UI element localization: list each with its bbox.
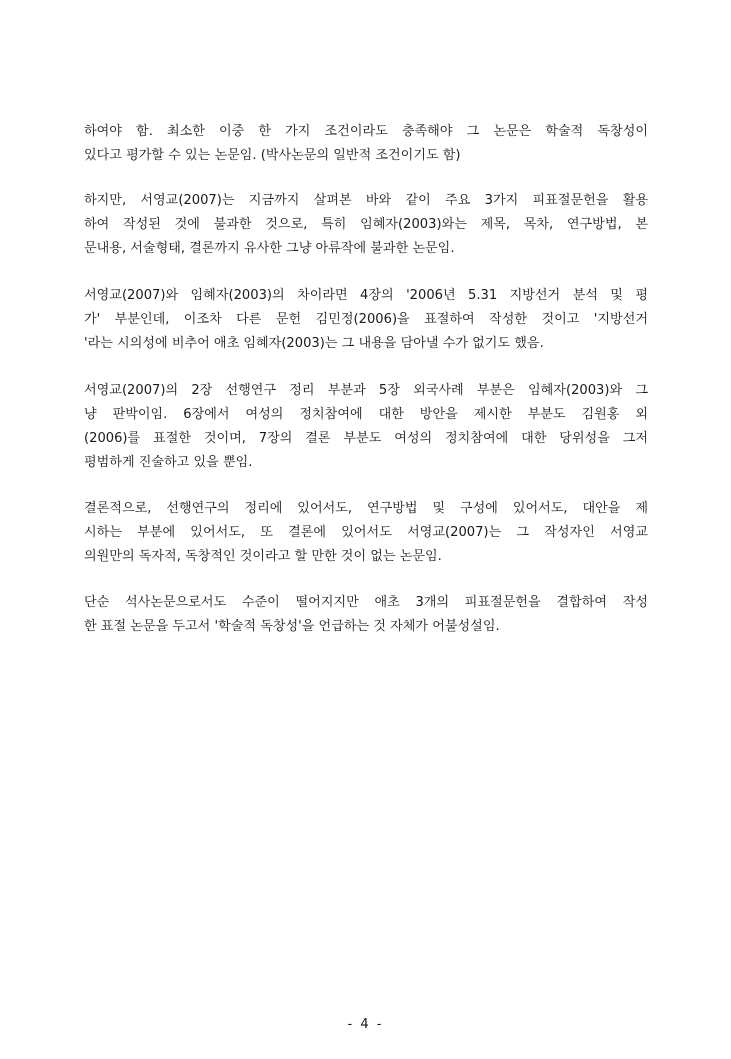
page-number: - 4 - [347, 1017, 384, 1032]
text-line: 결론적으로, 선행연구의 정리에 있어서도, 연구방법 및 구성에 있어서도, 대안을 제 [84, 501, 648, 516]
paragraph-conclusion [84, 497, 648, 569]
text-line: 하지만, 서영교(2007)는 지금까지 살펴본 바와 같이 주요 3가지 피표절문헌을 활용 [84, 193, 648, 208]
text-line: 문내용, 서술형태, 결론까지 유사한 그냥 아류작에 불과한 논문임. [84, 241, 455, 256]
text-line: 시하는 부분에 있어서도, 또 결론에 있어서도 서영교(2007)는 그 작성자인 서영교 [84, 525, 648, 540]
paragraph-final-remark [84, 591, 648, 639]
text-line: 서영교(2007)의 2장 선행연구 정리 부분과 5장 외국사례 부분은 임혜자(2003)와 그 [84, 383, 648, 398]
text-line: 가' 부분인데, 이조차 다른 문헌 김민정(2006)을 표절하여 작성한 것이고 '지방선거 [84, 312, 648, 327]
text-line: 한 표절 논문을 두고서 '학술적 독창성'을 언급하는 것 자체가 어불성설임. [84, 619, 500, 634]
text-line: 서영교(2007)와 임혜자(2003)의 차이라면 4장의 '2006년 5.31 지방선거 분석 및 평 [84, 288, 648, 303]
text-line: 평범하게 진술하고 있을 뿐임. [84, 455, 253, 470]
paragraph-chapter4-difference [84, 284, 648, 356]
text-line: 있다고 평가할 수 있는 논문임. (박사논문의 일반적 조건이기도 함) [84, 148, 461, 163]
text-line: 하여야 함. 최소한 이중 한 가지 조건이라도 충족해야 그 논문은 학술적 독창성이 [84, 124, 648, 139]
text-line: 의원만의 독자적, 독창적인 것이라고 할 만한 것이 없는 논문임. [84, 549, 442, 564]
paragraph-main-sources [84, 189, 648, 261]
text-line: 하여 작성된 것에 불과한 것으로, 특히 임혜자(2003)와는 제목, 목차, 연구방법, 본 [84, 217, 648, 232]
text-line: 냥 판박이임. 6장에서 여성의 정치참여에 대한 방안을 제시한 부분도 김원홍 외 [84, 407, 648, 422]
paragraph-chapters-comparison [84, 379, 648, 475]
paragraph-originality-condition [84, 120, 648, 168]
text-line: '라는 시의성에 비추어 애초 임혜자(2003)는 그 내용을 담아낼 수가 없기도 했음. [84, 336, 544, 351]
text-line: 단순 석사논문으로서도 수준이 떨어지지만 애초 3개의 피표절문헌을 결합하여 작성 [84, 595, 648, 610]
text-line: (2006)를 표절한 것이며, 7장의 결론 부분도 여성의 정치참여에 대한 당위성을 그저 [84, 431, 648, 446]
